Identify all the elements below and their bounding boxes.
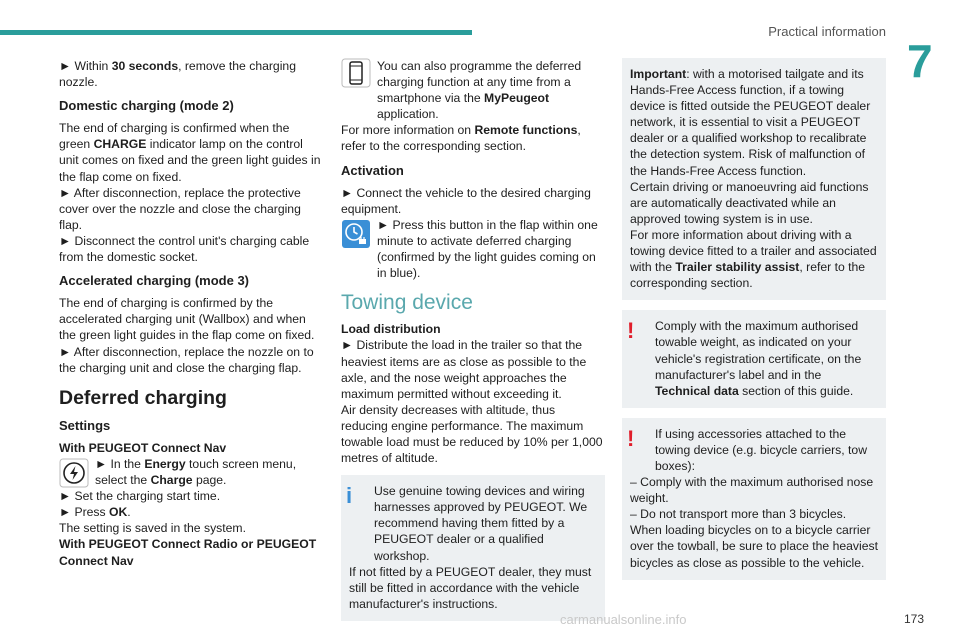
paragraph: ► Press OK.	[59, 505, 131, 520]
subheading-connect-nav: With PEUGEOT Connect Nav	[59, 440, 227, 455]
paragraph: Important: with a motorised tailgate and its Hands-Free Access function, if a towing device is fitted outside the PEUGEOT dealer network, it is essential to visit a PEUGEOT dealer or a qualified workshop to recalibrate the detection system. Risk of malfunction of the Hands-Free Access function.	[630, 67, 871, 178]
watermark: carmanualsonline.info	[560, 612, 687, 627]
header-accent-bar	[0, 30, 472, 35]
paragraph: Comply with the maximum authorised towable weight, as indicated on your vehicle's registration certificate, on the manufacturer's label and in the Technical data section of this guide.	[655, 319, 862, 398]
smartphone-icon	[341, 58, 371, 88]
heading-towing-device: Towing device	[341, 291, 473, 315]
paragraph: The end of charging is confirmed by the accelerated charging unit (Wallbox) and when the green light guides in the flap come on fixed.	[59, 296, 315, 343]
heading-activation: Activation	[341, 162, 404, 178]
info-note	[341, 475, 605, 621]
subheading-connect-radio: With PEUGEOT Connect Radio or PEUGEOT Connect Nav	[59, 537, 317, 568]
paragraph: ► After disconnection, replace the nozzle on to the charging unit and close the charging flap.	[59, 344, 314, 375]
warning-note	[622, 310, 886, 407]
paragraph: ► Within 30 seconds, remove the charging nozzle.	[59, 59, 296, 90]
column-2	[341, 58, 605, 621]
heading-domestic-charging: Domestic charging (mode 2)	[59, 98, 234, 114]
paragraph: The end of charging is confirmed when the green CHARGE indicator lamp on the control unit comes on fixed and the green light guides in the flap come on fixed.	[59, 121, 321, 184]
paragraph: The setting is saved in the system.	[59, 521, 246, 536]
column-1	[59, 58, 322, 569]
paragraph: Certain driving or manoeuvring aid functions are automatically deactivated while an approved towing system is in use.	[630, 179, 869, 226]
paragraph: – Do not transport more than 3 bicycles.	[630, 507, 847, 522]
heading-settings: Settings	[59, 417, 111, 433]
column-3	[622, 58, 886, 580]
page-number: 173	[903, 612, 924, 626]
paragraph: ► Disconnect the control unit's charging cable from the domestic socket.	[59, 233, 310, 265]
paragraph: Air density decreases with altitude, thus reducing engine performance. The maximum towable load must be reduced by 10% per 1,000 metres of altitude.	[341, 402, 603, 466]
paragraph: ► Distribute the load in the trailer so that the heaviest items are as close as possible to the axle, and the nose weight approaches the maximum permitted without exceeding it.	[341, 338, 587, 401]
heading-deferred-charging: Deferred charging	[59, 386, 227, 409]
section-title: Practical information	[768, 24, 886, 39]
instruction-with-icon	[341, 217, 605, 281]
deferred-charge-button-icon	[341, 219, 371, 249]
paragraph: ► After disconnection, replace the protective cover over the nozzle and close the charging flap.	[59, 185, 301, 232]
warning-icon: !	[627, 318, 635, 344]
paragraph: ► In the Energy touch screen menu, select the Charge page.	[95, 456, 297, 488]
paragraph: If not fitted by a PEUGEOT dealer, they must still be fitted in accordance with the vehicle manufacturer's instructions.	[349, 564, 592, 611]
paragraph: You can also programme the deferred charging function at any time from a smartphone via the MyPeugeot application.	[377, 59, 582, 122]
instruction-with-icon	[59, 456, 322, 488]
warning-note	[622, 418, 886, 580]
paragraph: For more information about driving with a towing device fitted to a trailer and associated with the Trailer stability assist, refer to the corresponding section.	[630, 227, 877, 291]
paragraph: ► Press this button in the flap within one minute to activate deferred charging (confirmed by the light guides coming on in blue).	[377, 217, 598, 281]
important-note	[622, 58, 886, 300]
charge-icon	[59, 458, 89, 488]
paragraph: ► Connect the vehicle to the desired charging equipment.	[341, 185, 591, 216]
warning-icon: !	[627, 425, 635, 451]
paragraph: When loading bicycles on to a bicycle carrier over the towball, be sure to place the heaviest bicycles as close as possible to the vehicle.	[630, 523, 878, 570]
paragraph: – Comply with the maximum authorised nose weight.	[630, 475, 874, 506]
paragraph: If using accessories attached to the towing device (e.g. bicycle carriers, tow boxes):	[655, 426, 868, 473]
paragraph: For more information on Remote functions, refer to the corresponding section.	[341, 123, 581, 154]
chapter-number: 7	[907, 35, 933, 87]
subheading-load-distribution: Load distribution	[341, 322, 441, 337]
paragraph: ► Set the charging start time.	[59, 489, 221, 504]
heading-accelerated-charging: Accelerated charging (mode 3)	[59, 273, 249, 289]
paragraph: Use genuine towing devices and wiring harnesses approved by PEUGEOT. We recommend having them fitted by a PEUGEOT dealer or a qualified workshop.	[374, 484, 588, 563]
instruction-with-icon	[341, 58, 605, 122]
info-icon: i	[346, 483, 353, 509]
